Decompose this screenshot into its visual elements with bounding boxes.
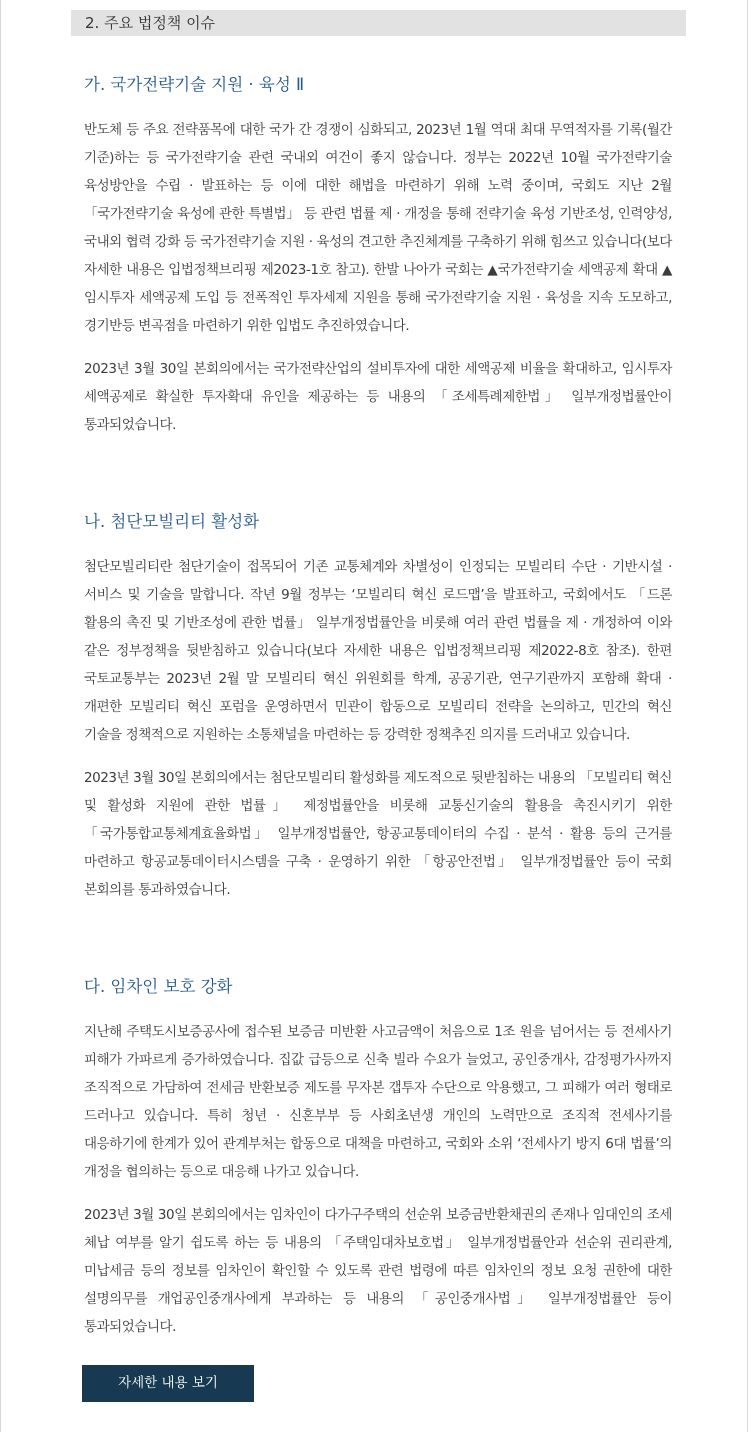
subsection-advanced-mobility bbox=[84, 510, 672, 904]
subsection-paragraph: 2023년 3월 30일 본회의에서는 첨단모빌리티 활성화를 제도적으로 뒷받침하는 내용의 「모빌리티 혁신 및 활성화 지원에 관한 법률」 제정법률안을 비롯해 교통신기술의 활용을 촉진시키기 위한 「국가통합교통체계효율화법」 일부개정법률안, 항공교통데이터의 수집 · 분석 · 활용 등의 근거를 마련하고 항공교통데이터시스템을 구축 · 운영하기 위한 「항공안전법」 일부개정법률안 등이 국회 본회의를 통과하였습니다. bbox=[84, 770, 672, 898]
subsection-title: 나. 첨단모빌리티 활성화 bbox=[84, 512, 260, 531]
view-details-button[interactable]: 자세한 내용 보기 bbox=[82, 1365, 254, 1402]
section-header bbox=[71, 10, 686, 36]
subsection-strategic-technology bbox=[84, 73, 672, 439]
subsection-paragraph: 2023년 3월 30일 본회의에서는 국가전략산업의 설비투자에 대한 세액공제 비율을 확대하고, 임시투자 세액공제로 확실한 투자확대 유인을 제공하는 등 내용의 「조세특례제한법」 일부개정법률안이 통과되었습니다. bbox=[84, 361, 672, 433]
subsection-title: 다. 임차인 보호 강화 bbox=[84, 977, 233, 996]
subsection-paragraph: 지난해 주택도시보증공사에 접수된 보증금 미반환 사고금액이 처음으로 1조 원을 넘어서는 등 전세사기 피해가 가파르게 증가하였습니다. 집값 급등으로 신축 빌라 수요가 늘었고, 공인중개사, 감정평가사까지 조직적으로 가담하여 전세금 반환보증 제도를 무자본 갭투자 수단으로 악용했고, 그 피해가 여러 형태로 드러나고 있습니다. 특히 청년 · 신혼부부 등 사회초년생 개인의 노력만으로 조직적 전세사기를 대응하기에 한계가 있어 관계부처는 합동으로 대책을 마련하고, 국회와 소위 ‘전세사기 방지 6대 법률’의 개정을 협의하는 등으로 대응해 나가고 있습니다. bbox=[84, 1024, 672, 1180]
subsection-title: 가. 국가전략기술 지원 · 육성 Ⅱ bbox=[84, 75, 305, 94]
subsection-paragraph: 2023년 3월 30일 본회의에서는 임차인이 다가구주택의 선순위 보증금반환채권의 존재나 임대인의 조세 체납 여부를 알기 쉽도록 하는 등 내용의 「주택임대차보호법」 일부개정법률안과 선순위 권리관계, 미납세금 등의 정보를 임차인이 확인할 수 있도록 관련 법령에 따른 임차인의 정보 요청 권한에 대한 설명의무를 개업공인중개사에게 부과하는 등 내용의 「공인중개사법」 일부개정법률안 등이 통과되었습니다. bbox=[84, 1207, 672, 1335]
subsection-paragraph: 첨단모빌리티란 첨단기술이 접목되어 기존 교통체계와 차별성이 인정되는 모빌리티 수단 · 기반시설 · 서비스 및 기술을 말합니다. 작년 9월 정부는 ‘모빌리티 혁신 로드맵’을 발표하고, 국회에서도 「드론 활용의 촉진 및 기반조성에 관한 법률」 일부개정법률안을 비롯해 여러 관련 법률을 제 · 개정하여 이와 같은 정부정책을 뒷받침하고 있습니다(보다 자세한 내용은 입법정책브리핑 제2022-8호 참조). 한편 국토교통부는 2023년 2월 말 모빌리티 혁신 위원회를 학계, 공공기관, 연구기관까지 포함해 확대 · 개편한 모빌리티 혁신 포럼을 운영하면서 민관이 합동으로 모빌리티 전략을 논의하고, 민간의 혁신 기술을 정책적으로 지원하는 소통채널을 마련하는 등 강력한 정책추진 의지를 드러내고 있습니다. bbox=[84, 559, 672, 743]
section-title: 2. 주요 법정책 이슈 bbox=[85, 14, 216, 32]
subsection-paragraph: 반도체 등 주요 전략품목에 대한 국가 간 경쟁이 심화되고, 2023년 1월 역대 최대 무역적자를 기록(월간 기준)하는 등 국가전략기술 관련 국내외 여건이 좋지 않습니다. 정부는 2022년 10월 국가전략기술 육성방안을 수립 · 발표하는 등 이에 대한 해법을 마련하기 위해 노력 중이며, 국회도 지난 2월 「국가전략기술 육성에 관한 특별법」 등 관련 법률 제 · 개정을 통해 전략기술 육성 기반조성, 인력양성, 국내외 협력 강화 등 국가전략기술 지원 · 육성의 견고한 추진체계를 구축하기 위해 힘쓰고 있습니다(보다 자세한 내용은 입법정책브리핑 제2023-1호 참고). 한발 나아가 국회는 ▲국가전략기술 세액공제 확대 ▲임시투자 세액공제 도입 등 전폭적인 투자세제 지원을 통해 국가전략기술 지원 · 육성을 지속 도모하고, 경기반등 변곡점을 마련하기 위한 입법도 추진하였습니다. bbox=[84, 122, 672, 334]
subsection-tenant-protection bbox=[84, 975, 672, 1341]
